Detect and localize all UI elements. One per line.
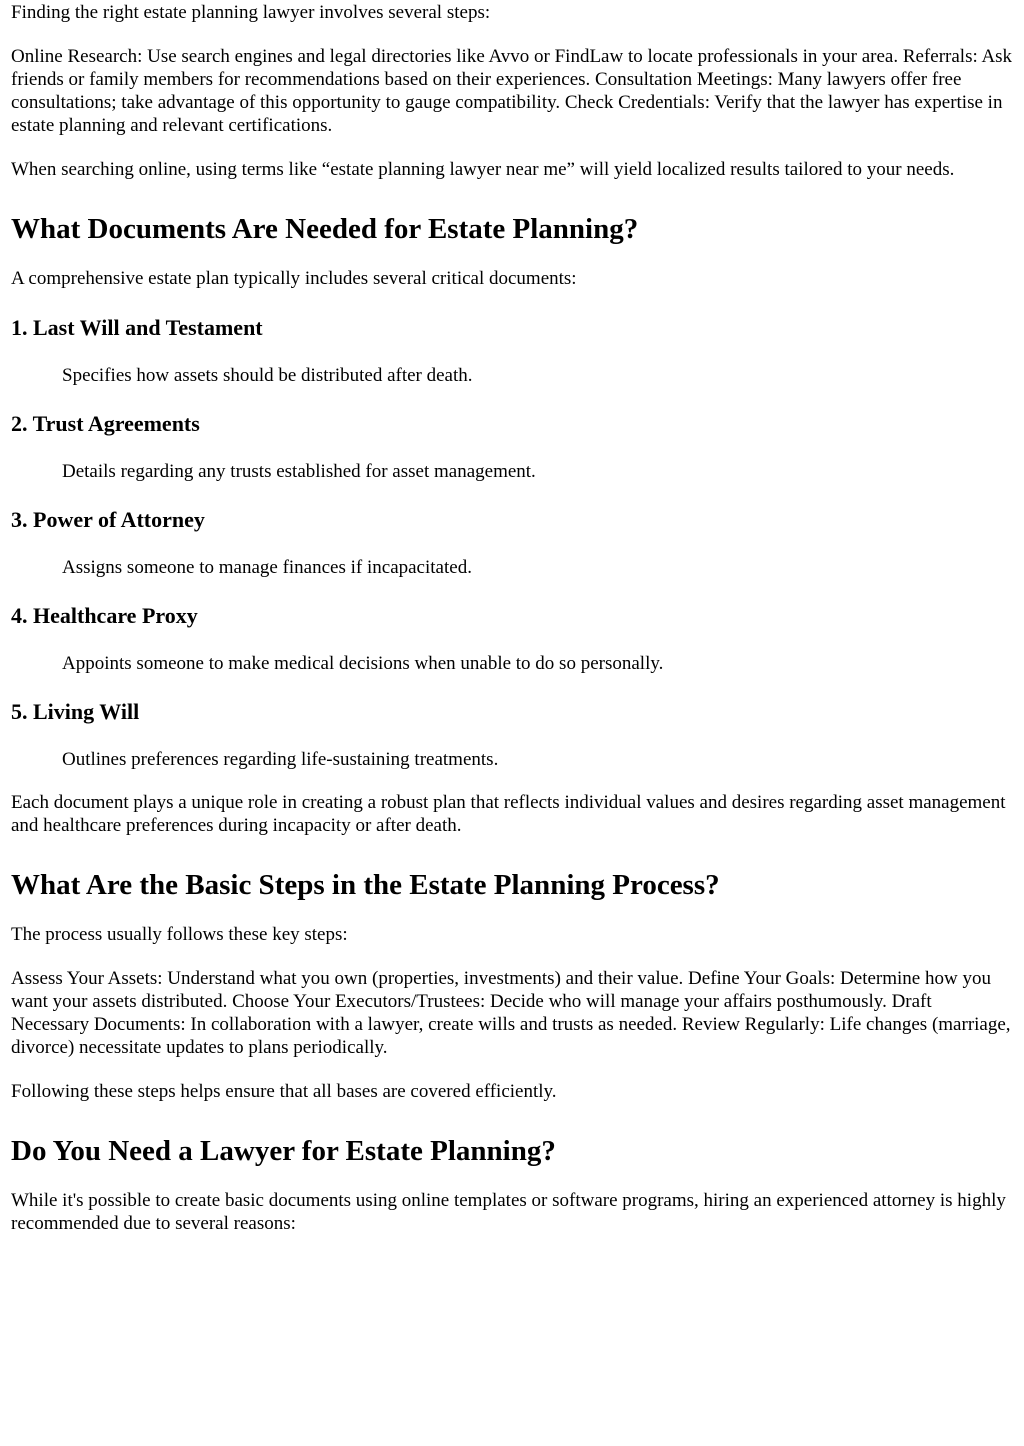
documents-heading: What Documents Are Needed for Estate Planning? (11, 213, 639, 245)
research-steps-paragraph: Online Research: Use search engines and legal directories like Avvo or FindLaw to locate professionals in your area. Referrals: Ask friends or family members for recommendations based on their experiences. Consultation Meetings: Many lawyers offer free consultations; take advantage of this opportunity to gauge compatibility. Check Credentials: Verify that the lawyer has expertise in estate planning and relevant certifications. (11, 46, 1013, 136)
document-item-description: Appoints someone to make medical decisions when unable to do so personally. (62, 653, 664, 674)
document-item-description: Specifies how assets should be distributed after death. (62, 365, 473, 386)
documents-conclusion: Each document plays a unique role in creating a robust plan that reflects individual values and desires regarding asset management and healthcare preferences during incapacity or after death. (11, 792, 1006, 836)
document-item-description: Outlines preferences regarding life-sustaining treatments. (62, 749, 499, 770)
document-item-description: Details regarding any trusts established for asset management. (62, 461, 536, 482)
steps-heading: What Are the Basic Steps in the Estate Planning Process? (11, 869, 720, 901)
document-item-title: 2. Trust Agreements (11, 411, 200, 436)
document-item-title: 5. Living Will (11, 699, 140, 724)
document-item-title: 3. Power of Attorney (11, 507, 205, 532)
document-item-title: 1. Last Will and Testament (11, 315, 263, 340)
steps-conclusion: Following these steps helps ensure that all bases are covered efficiently. (11, 1081, 557, 1102)
search-tip-paragraph: When searching online, using terms like “estate planning lawyer near me” will yield localized results tailored to your needs. (11, 159, 955, 180)
document-item-title: 4. Healthcare Proxy (11, 603, 198, 628)
document-item-description: Assigns someone to manage finances if incapacitated. (62, 557, 472, 578)
intro-paragraph: Finding the right estate planning lawyer involves several steps: (11, 2, 491, 23)
documents-intro: A comprehensive estate plan typically includes several critical documents: (11, 268, 577, 289)
lawyer-heading: Do You Need a Lawyer for Estate Planning? (11, 1135, 556, 1167)
steps-intro: The process usually follows these key steps: (11, 924, 348, 945)
lawyer-intro: While it's possible to create basic documents using online templates or software programs, hiring an experienced attorney is highly recommended due to several reasons: (11, 1190, 1006, 1234)
steps-paragraph: Assess Your Assets: Understand what you own (properties, investments) and their value. Define Your Goals: Determine how you want your assets distributed. Choose Your Executors/Trustees: Decide who will manage your affairs posthumously. Draft Necessary Documents: In collaboration with a lawyer, create wills and trusts as needed. Review Regularly: Life changes (marriage, divorce) necessitate updates to plans periodically. (11, 968, 1011, 1058)
